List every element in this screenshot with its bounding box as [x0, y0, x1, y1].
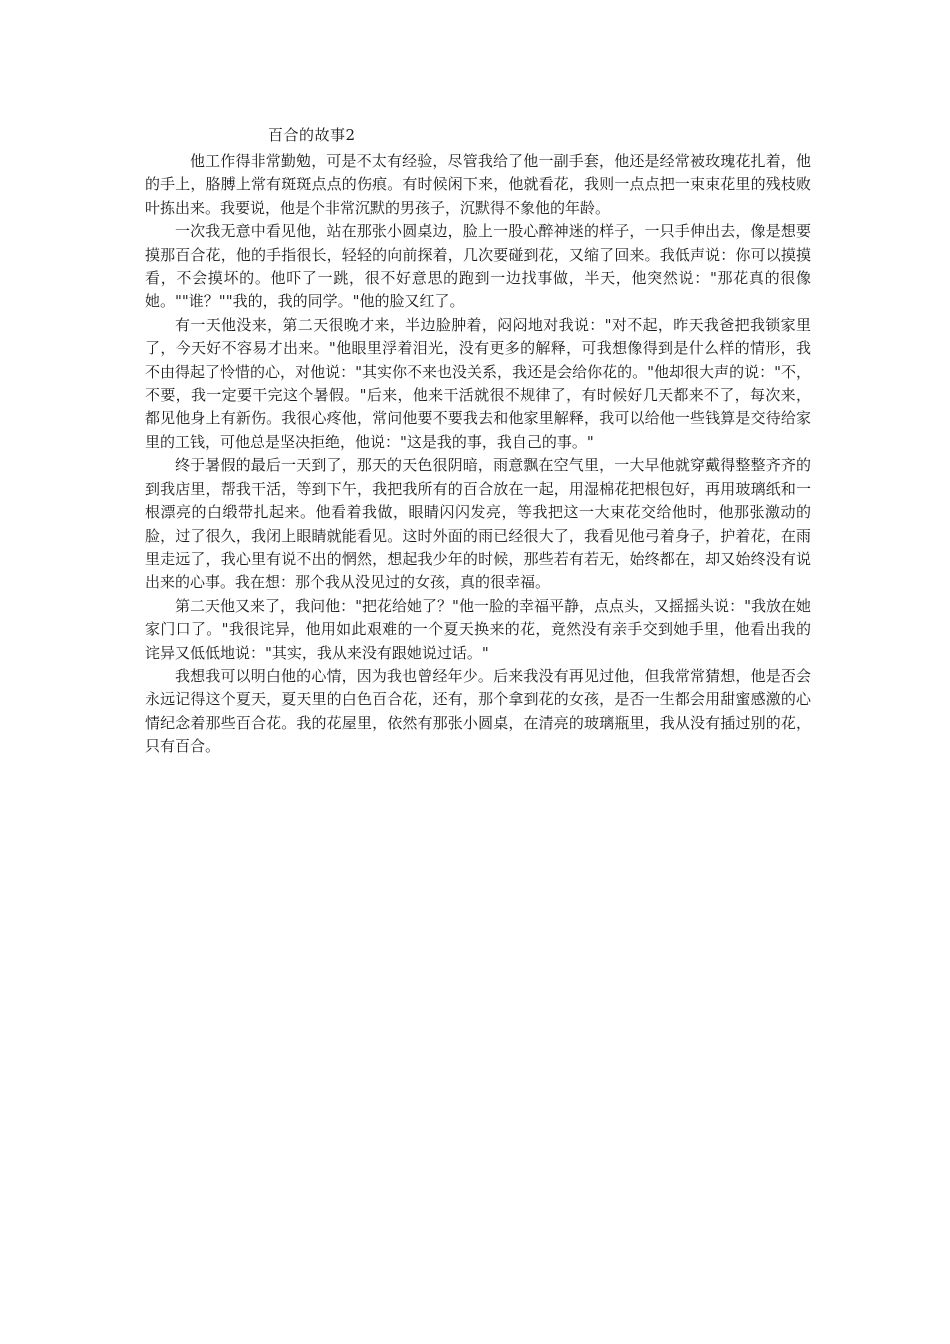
paragraph-2: 一次我无意中看见他，站在那张小圆桌边，脸上一股心醉神迷的样子，一只手伸出去，像是想要摸那百合花，他的手指很长，轻轻的向前探着，几次要碰到花，又缩了回来。我低声说：你可以摸摸看，不会摸坏的。他吓了一跳，很不好意思的跑到一边找事做，半天，他突然说："那花真的很像她。""谁？""我的，我的同学。"他的脸又红了。 [145, 222, 811, 311]
paragraph-6: 我想我可以明白他的心情，因为我也曾经年少。后来我没有再见过他，但我常常猜想，他是否会永远记得这个夏天，夏天里的白色百合花，还有，那个拿到花的女孩，是否一生都会用甜蜜感激的心情纪念着那些百合花。我的花屋里，依然有那张小圆桌，在清亮的玻璃瓶里，我从没有插过别的花，只有百合。 [145, 666, 811, 756]
document-title: 百合的故事2 [268, 126, 356, 144]
article-body [145, 150, 811, 759]
paragraph-1: 他工作得非常勤勉，可是不太有经验，尽管我给了他一副手套，他还是经常被玫瑰花扎着，他的手上，胳膊上常有斑斑点点的伤痕。有时候闲下来，他就看花，我则一点点把一束束花里的残枝败叶拣出来。我要说，他是个非常沉默的男孩子，沉默得不象他的年龄。 [145, 152, 811, 217]
paragraph-5: 第二天他又来了，我问他："把花给她了？"他一脸的幸福平静，点点头，又摇摇头说："我放在她家门口了。"我很诧异，他用如此艰难的一个夏天换来的花，竟然没有亲手交到她手里，他看出我的诧异又低低地说："其实，我从来没有跟她说过话。" [145, 596, 811, 662]
paragraph-3: 有一天他没来，第二天很晚才来，半边脸肿着，闷闷地对我说："对不起，昨天我爸把我锁家里了，今天好不容易才出来。"他眼里浮着泪光，没有更多的解释，可我想像得到是什么样的情形，我不由得起了怜惜的心，对他说："其实你不来也没关系，我还是会给你花的。"他却很大声的说："不，不要，我一定要干完这个暑假。"后来，他来干活就很不规律了，有时候好几天都来不了，每次来，都见他身上有新伤。我很心疼他，常问他要不要我去和他家里解释，我可以给他一些钱算是交待给家里的工钱，可他总是坚决拒绝，他说："这是我的事，我自己的事。" [145, 315, 811, 451]
paragraph-4: 终于暑假的最后一天到了，那天的天色很阴暗，雨意飘在空气里，一大早他就穿戴得整整齐齐的到我店里，帮我干活，等到下午，我把我所有的百合放在一起，用湿棉花把根包好，再用玻璃纸和一根漂亮的白缎带扎起来。他看着我做，眼睛闪闪发亮，等我把这一大束花交给他时，他那张激动的脸，过了很久，我闭上眼睛就能看见。这时外面的雨已经很大了，我看见他弓着身子，护着花，在雨里走远了，我心里有说不出的惘然，想起我少年的时候，那些若有若无，始终都在，却又始终没有说出来的心事。我在想：那个我从没见过的女孩，真的很幸福。 [145, 456, 811, 592]
